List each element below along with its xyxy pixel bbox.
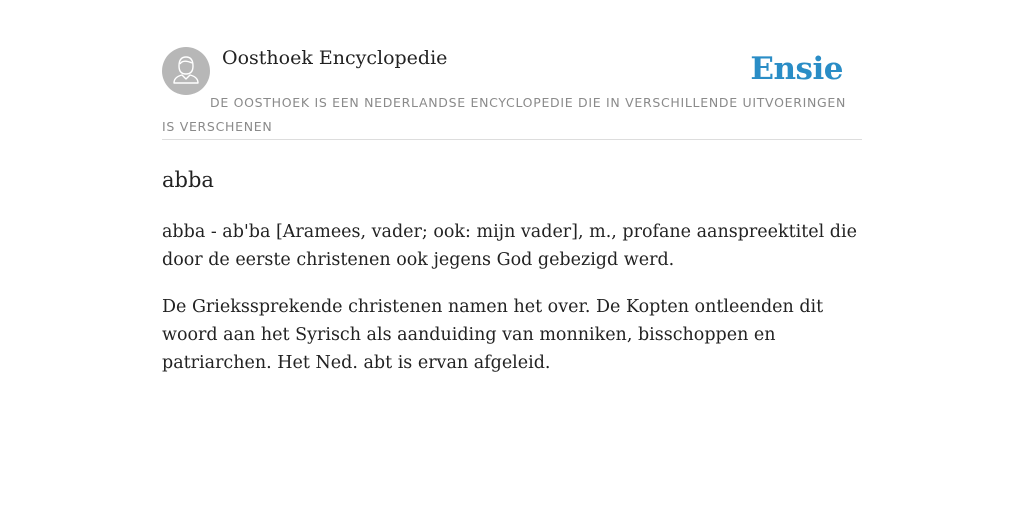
source-header <box>162 44 862 140</box>
site-title-link[interactable]: Oosthoek Encyclopedie <box>222 47 448 69</box>
avatar[interactable] <box>162 47 210 95</box>
article-paragraph: abba - ab'ba [Aramees, vader; ook: mijn vader], m., profane aanspreektitel die door de eerste christenen ook jegens God gebezigd werd. <box>162 222 857 270</box>
source-description: DE OOSTHOEK IS EEN NEDERLANDSE ENCYCLOPEDIE DIE IN VERSCHILLENDE UITVOERINGEN IS VERSCHENEN <box>162 95 847 134</box>
article-title: abba <box>162 168 214 192</box>
page-container <box>162 44 862 377</box>
user-avatar-icon <box>162 47 210 95</box>
ensie-logo[interactable]: Ensie <box>750 51 843 87</box>
article-paragraph: De Griekssprekende christenen namen het over. De Kopten ontleenden dit woord aan het Syrisch als aanduiding van monniken, bisschoppen en patriarchen. Het Ned. abt is ervan afgeleid. <box>162 297 824 373</box>
